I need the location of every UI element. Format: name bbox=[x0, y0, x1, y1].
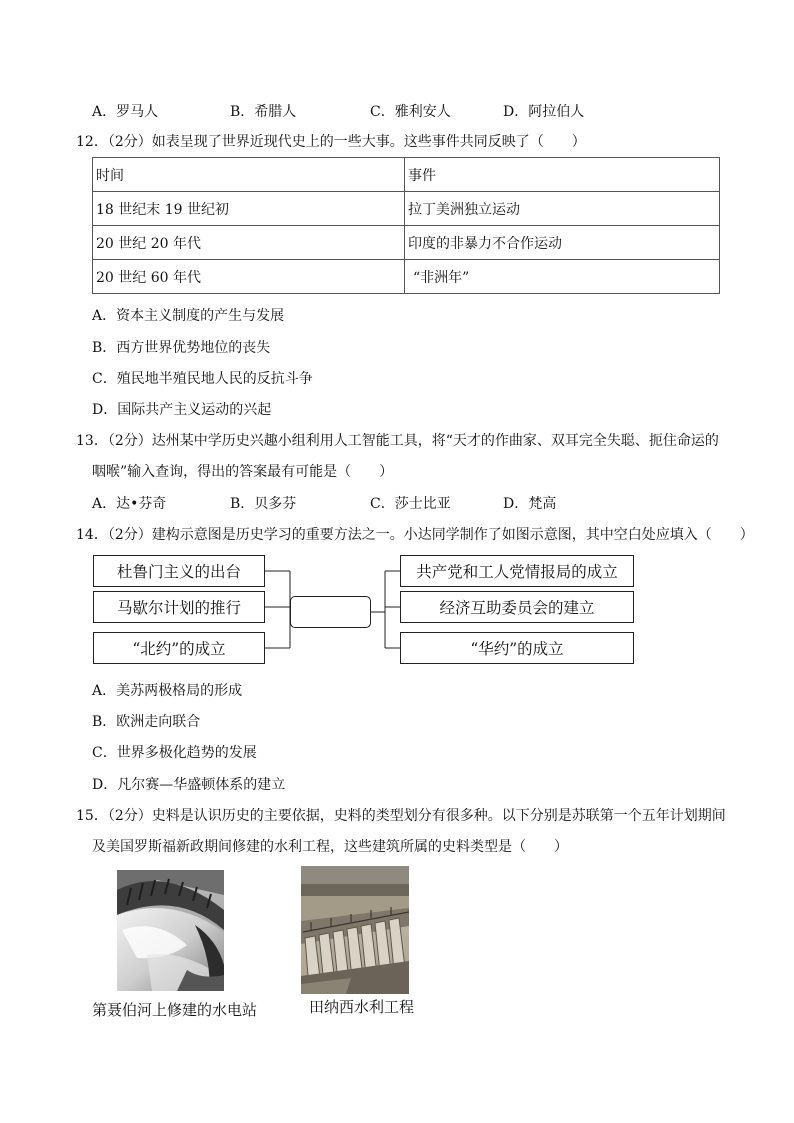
dnieper-dam-photo bbox=[117, 870, 224, 991]
table-cell-time: 20 世纪 60 年代 bbox=[93, 260, 405, 294]
q14-option-c: C．世界多极化趋势的发展 bbox=[92, 745, 257, 761]
q12-option-a: A．资本主义制度的产生与发展 bbox=[92, 308, 285, 324]
q11-option-c: C．雅利安人 bbox=[370, 104, 451, 120]
tva-caption: 田纳西水利工程 bbox=[309, 998, 415, 1016]
table-cell-event: 印度的非暴力不合作运动 bbox=[405, 226, 720, 260]
q12-option-d: D．国际共产主义运动的兴起 bbox=[92, 402, 272, 418]
table-header-time: 时间 bbox=[93, 158, 405, 192]
q11-option-a: A．罗马人 bbox=[92, 104, 159, 120]
q14-option-b: B．欧洲走向联合 bbox=[92, 714, 201, 730]
q12-option-b: B．西方世界优势地位的丧失 bbox=[92, 340, 271, 356]
q11-option-d: D．阿拉伯人 bbox=[503, 104, 585, 120]
q14-option-d: D．凡尔赛—华盛顿体系的建立 bbox=[92, 777, 286, 793]
q14-option-a: A．美苏两极格局的形成 bbox=[92, 683, 243, 699]
q15-stem-line1: 15．（2分）史料是认识历史的主要依据，史料的类型划分有很多种。以下分别是苏联第一个五年计划期间 bbox=[76, 808, 726, 824]
table-cell-time: 20 世纪 20 年代 bbox=[93, 226, 405, 260]
diagram-right-box-cominform: 共产党和工人党情报局的成立 bbox=[400, 555, 634, 587]
q13-stem-line1: 13．（2分）达州某中学历史兴趣小组利用人工智能工具，将“天才的作曲家、双耳完全失聪、扼住命运的 bbox=[76, 433, 719, 449]
q13-option-b: B．贝多芬 bbox=[230, 496, 297, 512]
q13-option-a: A．达•芬奇 bbox=[92, 496, 167, 512]
table-header-event: 事件 bbox=[405, 158, 720, 192]
dnieper-caption: 第聂伯河上修建的水电站 bbox=[92, 1001, 258, 1019]
diagram-left-box-nato: “北约”的成立 bbox=[93, 632, 265, 664]
diagram-center-blank-box bbox=[290, 596, 371, 628]
diagram-left-box-marshall-plan: 马歇尔计划的推行 bbox=[93, 591, 265, 623]
q12-option-c: C．殖民地半殖民地人民的反抗斗争 bbox=[92, 371, 313, 387]
q11-option-b: B．希腊人 bbox=[230, 104, 297, 120]
q13-option-d: D．梵高 bbox=[503, 496, 557, 512]
table-cell-event: 拉丁美洲独立运动 bbox=[405, 192, 720, 226]
table-cell-time: 18 世纪末 19 世纪初 bbox=[93, 192, 405, 226]
q13-stem-line2: 咽喉”输入查询，得出的答案最有可能是（ ） bbox=[92, 464, 394, 480]
diagram-right-box-warsaw-pact: “华约”的成立 bbox=[400, 632, 634, 664]
table-cell-event: “非洲年” bbox=[405, 260, 720, 294]
diagram-right-box-comecon: 经济互助委员会的建立 bbox=[400, 591, 634, 623]
tva-dam-photo bbox=[301, 866, 409, 994]
q13-option-c: C．莎士比亚 bbox=[370, 496, 451, 512]
q15-stem-line2: 及美国罗斯福新政期间修建的水利工程，这些建筑所属的史料类型是（ ） bbox=[92, 839, 568, 855]
diagram-left-box-truman-doctrine: 杜鲁门主义的出台 bbox=[93, 555, 265, 587]
q12-stem: 12．（2分）如表呈现了世界近现代史上的一些大事。这些事件共同反映了（ ） bbox=[76, 134, 586, 150]
q14-stem: 14．（2分）建构示意图是历史学习的重要方法之一。小达同学制作了如图示意图，其中空白处应填入（ ） bbox=[76, 527, 754, 543]
